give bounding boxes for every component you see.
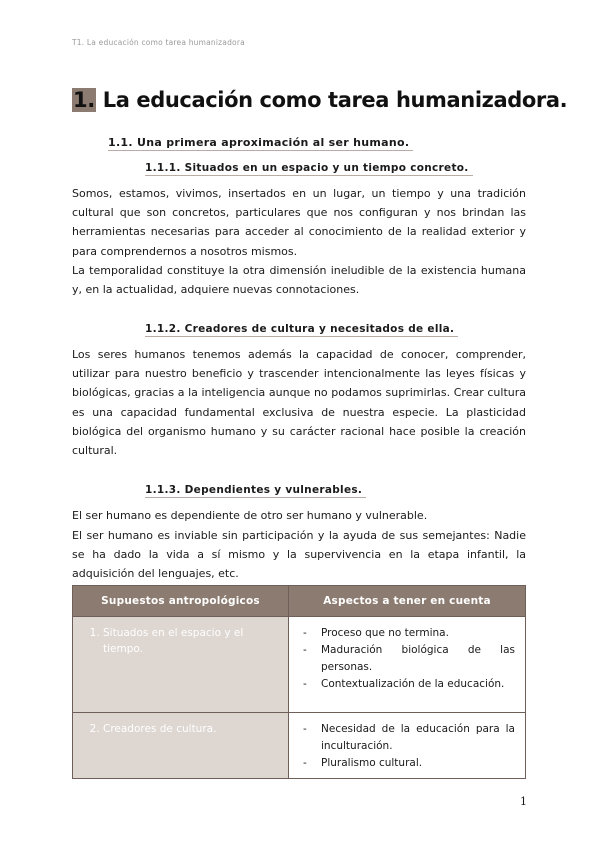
aspecto-item: - Proceso que no termina. bbox=[321, 625, 515, 642]
table-cell-supuesto bbox=[73, 617, 289, 713]
subsection-heading-3: 1.1.3. Dependientes y vulnerables. bbox=[145, 484, 366, 498]
table-header-cell: Aspectos a tener en cuenta bbox=[289, 586, 526, 617]
table-cell-aspectos bbox=[289, 617, 526, 713]
aspecto-item: - Contextualización de la educación. bbox=[321, 676, 515, 693]
paragraph-5: El ser humano es inviable sin participación y la ayuda de sus semejantes: Nadie se ha dado la vida a sí mismo y la supervivencia en la etapa infantil, la adquisición del lenguajes, etc. bbox=[72, 529, 526, 581]
supuesto-item: 1. Situados en el espacio y el tiempo. bbox=[103, 625, 278, 657]
subsection-heading-2: 1.1.2. Creadores de cultura y necesitados de ella. bbox=[145, 323, 458, 337]
title-number: 1. bbox=[73, 88, 95, 112]
table-header-row bbox=[73, 586, 526, 617]
paragraph-4: El ser humano es dependiente de otro ser humano y vulnerable. bbox=[72, 509, 428, 522]
aspecto-item: - Necesidad de la educación para la inculturación. bbox=[321, 721, 515, 755]
paragraph-3: Los seres humanos tenemos además la capacidad de conocer, comprender, utilizar para nuestro beneficio y trascender intencionalmente las leyes físicas y biológicas, gracias a la inteligencia aunque no podamos suprimirlas. Crear cultura es una capacidad fundamental exclusiva de nuestra especie. La plasticidad biológica del organismo humano y su carácter racional hace posible la creación cultural. bbox=[72, 348, 526, 458]
page-number: 1 bbox=[520, 795, 527, 808]
paragraph-1: Somos, estamos, vivimos, insertados en un lugar, un tiempo y una tradición cultural que son concretos, particulares que nos configuran y nos brindan las herramientas necesarias para acceder al conocimiento de la realidad exterior y para comprendernos a nosotros mismos. bbox=[72, 187, 526, 258]
anthropology-table bbox=[72, 585, 526, 779]
table-row bbox=[73, 713, 526, 779]
table-header-cell: Supuestos antropológicos bbox=[73, 586, 289, 617]
table-row bbox=[73, 617, 526, 713]
table-cell-aspectos bbox=[289, 713, 526, 779]
aspecto-item: - Pluralismo cultural. bbox=[321, 755, 515, 772]
title-text: La educación como tarea humanizadora. bbox=[102, 88, 568, 112]
aspecto-item: - Maduración biológica de las personas. bbox=[321, 642, 515, 676]
supuesto-item: 2. Creadores de cultura. bbox=[103, 721, 278, 737]
section-heading: 1.1. Una primera aproximación al ser humano. bbox=[108, 136, 413, 151]
subsection-heading-1: 1.1.1. Situados en un espacio y un tiempo concreto. bbox=[145, 162, 473, 176]
table-cell-supuesto bbox=[73, 713, 289, 779]
running-header: T1. La educación como tarea humanizadora bbox=[72, 38, 245, 47]
paragraph-2: La temporalidad constituye la otra dimensión ineludible de la existencia humana y, en la actualidad, adquiere nuevas connotaciones. bbox=[72, 264, 526, 297]
page-title bbox=[72, 88, 567, 112]
